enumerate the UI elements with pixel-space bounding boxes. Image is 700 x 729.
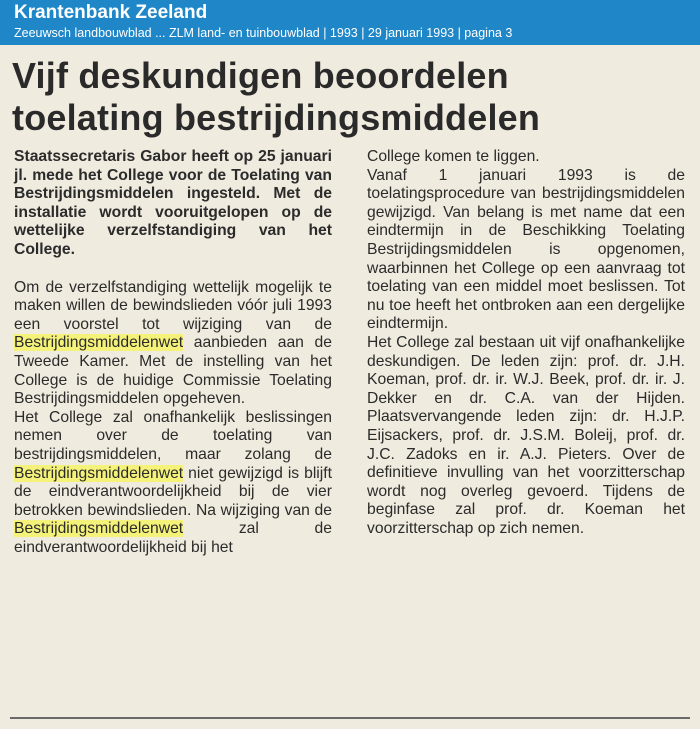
site-header: [0, 0, 700, 45]
site-title[interactable]: Krantenbank Zeeland: [14, 2, 208, 23]
article-column-right: [367, 148, 685, 538]
divider: [10, 717, 690, 719]
headline-line-1: Vijf deskundigen beoordelen: [12, 55, 509, 96]
search-highlight: Bestrijdingsmiddelenwet: [14, 520, 184, 538]
newspaper-clipping: [0, 45, 700, 729]
search-highlight: Bestrijdingsmiddelenwet: [14, 334, 184, 352]
headline-line-2: toelating bestrijdingsmiddelen: [12, 97, 541, 138]
article-column-left: [14, 148, 332, 557]
article-paragraph: Het College zal onafhankelijk beslissingen nemen over de toelating van bestrijdingsmiddelen, maar zolang de Bestrijdingsmiddelenwet niet gewijzigd is blijft de eindverantwoordelijkheid bij de vier betrokken bewindslieden. Na wijziging van de Bestrijdingsmiddelenwet zal de eindverantwoordelijkheid bij het: [14, 408, 332, 556]
source-breadcrumb: Zeeuwsch landbouwblad ... ZLM land- en tuinbouwblad | 1993 | 29 januari 1993 | pagina 3: [14, 26, 513, 40]
article-headline: [12, 55, 692, 139]
article-lead: Staatssecretaris Gabor heeft op 25 januari jl. mede het College voor de Toelating van Bestrijdingsmiddelen ingesteld. Met de installatie wordt vooruitgelopen op de wettelijke verzelfstandiging van het College.: [14, 148, 332, 258]
article-paragraph: College komen te liggen.: [367, 148, 540, 165]
search-highlight: Bestrijdingsmiddelenwet: [14, 464, 184, 482]
article-paragraph: Om de verzelfstandiging wettelijk mogelijk te maken willen de bewindslieden vóór juli 1993 een voorstel tot wijziging van de Bestrijdingsmiddelenwet aanbieden aan de Tweede Kamer. Met de instelling van het College is de huidige Commissie Toelating Bestrijdingsmiddelen opgeheven.: [14, 278, 332, 408]
article-paragraph: Vanaf 1 januari 1993 is de toelatingsprocedure van bestrijdingsmiddelen gewijzigd. Van belang is met name dat een eindtermijn in de Beschikking Toelating Bestrijdingsmiddelen is opgenomen, waarbinnen het College op een aanvraag tot toelating van een middel moet beslissen. Tot nu toe heeft het ontbroken aan een dergelijke eindtermijn.: [367, 166, 685, 333]
article-paragraph: Het College zal bestaan uit vijf onafhankelijke deskundigen. De leden zijn: prof. dr. J.H. Koeman, prof. dr. ir. W.J. Beek, prof. dr. ir. J. Dekker en dr. C.A. van der Hijden. Plaatsvervangende leden zijn: dr. H.J.P. Eijsackers, prof. dr. J.S.M. Boleij, prof. dr. J.C. Zadoks en ir. A.J. Pieters. Over de definitieve invulling van het voorzitterschap wordt nog overleg gevoerd. Tijdens de beginfase zal prof. dr. Koeman het voorzitterschap op zich nemen.: [367, 333, 685, 537]
